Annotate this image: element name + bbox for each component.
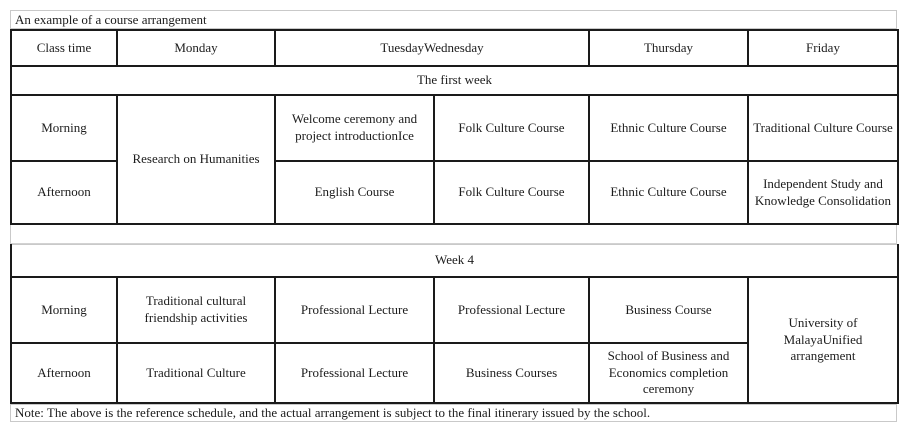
week4-afternoon-wednesday-cell: Business Courses [434,343,589,403]
week1-afternoon-tuesday-cell: English Course [275,161,434,224]
week4-afternoon-tuesday-cell: Professional Lecture [275,343,434,403]
week4-morning-monday-cell: Traditional cultural friendship activities [117,277,275,343]
week1-morning-label: Morning [11,95,117,161]
week4-friday-cell: University of MalayaUnified arrangement [748,277,898,403]
week4-band-label: Week 4 [11,245,898,278]
week4-morning-thursday-cell: Business Course [589,277,748,343]
document-title: An example of a course arrangement [10,10,897,29]
week1-afternoon-wednesday-cell: Folk Culture Course [434,161,589,224]
course-arrangement-document [10,10,897,422]
week1-afternoon-friday-cell: Independent Study and Knowledge Consolidation [748,161,898,224]
week1-morning-tuesday-cell: Welcome ceremony and project introductionIce [275,95,434,161]
week4-schedule-table [10,244,899,404]
table-separator [10,225,897,244]
week4-afternoon-thursday-cell: School of Business and Economics completion ceremony [589,343,748,403]
week4-afternoon-monday-cell: Traditional Culture [117,343,275,403]
week1-afternoon-label: Afternoon [11,161,117,224]
week4-morning-row [11,277,898,343]
header-class-time: Class time [11,30,117,66]
week1-band-label: The first week [11,66,898,95]
week1-morning-thursday-cell: Ethnic Culture Course [589,95,748,161]
header-monday: Monday [117,30,275,66]
week4-band-row [11,245,898,278]
week1-header-row [11,30,898,66]
week4-morning-wednesday-cell: Professional Lecture [434,277,589,343]
week1-morning-row [11,95,898,161]
week1-monday-cell: Research on Humanities [117,95,275,224]
week1-band-row [11,66,898,95]
week4-afternoon-label: Afternoon [11,343,117,403]
week4-morning-tuesday-cell: Professional Lecture [275,277,434,343]
header-thursday: Thursday [589,30,748,66]
week1-afternoon-thursday-cell: Ethnic Culture Course [589,161,748,224]
schedule-note: Note: The above is the reference schedule, and the actual arrangement is subject to the final itinerary issued by the school. [10,404,897,422]
week4-morning-label: Morning [11,277,117,343]
week1-schedule-table [10,29,899,225]
week1-morning-wednesday-cell: Folk Culture Course [434,95,589,161]
header-friday: Friday [748,30,898,66]
header-tuesday-wednesday: TuesdayWednesday [275,30,589,66]
week1-morning-friday-cell: Traditional Culture Course [748,95,898,161]
